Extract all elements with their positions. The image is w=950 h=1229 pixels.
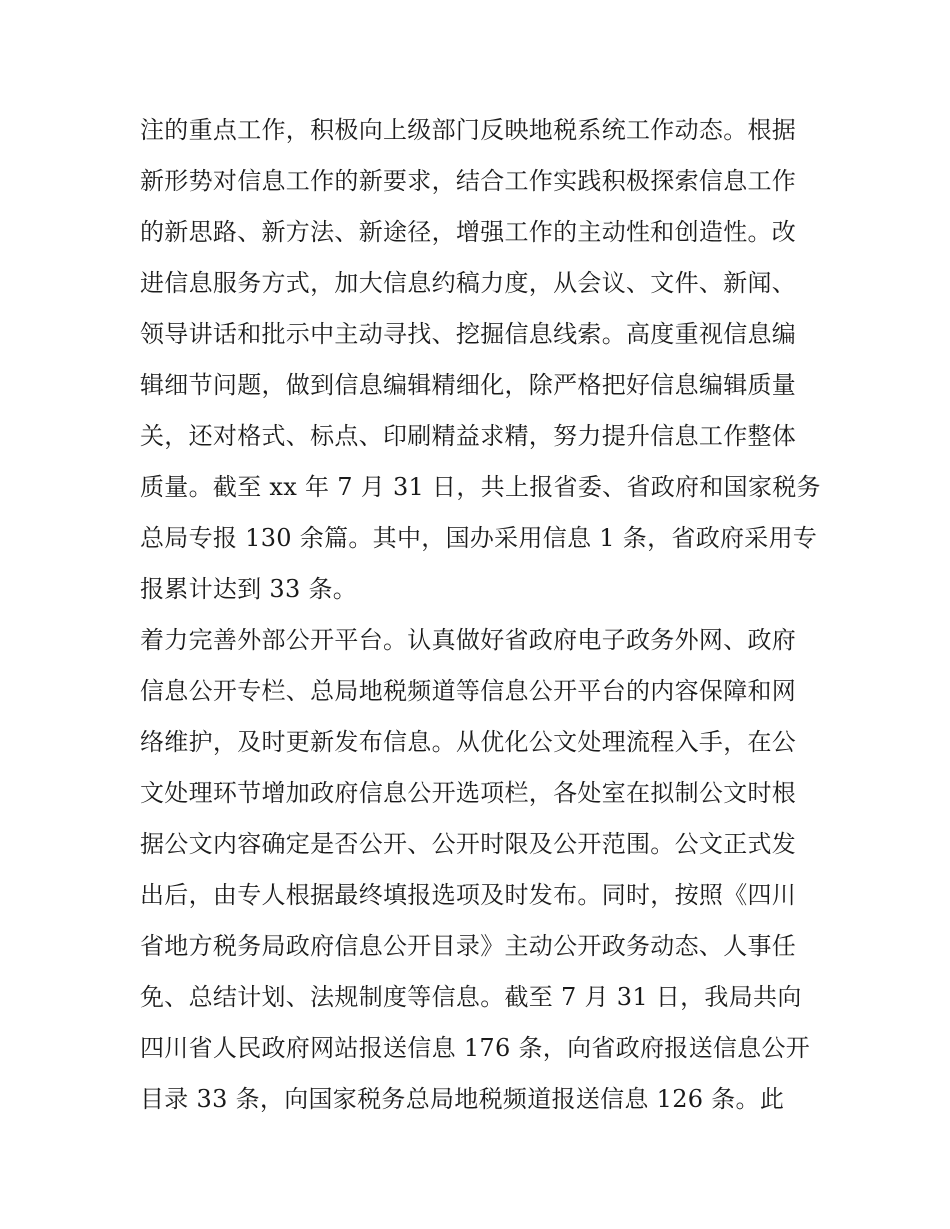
text-line: 信息公开专栏、总局地税频道等信息公开平台的内容保障和网 [140, 677, 797, 705]
text-line: 的新思路、新方法、新途径，增强工作的主动性和创造性。改 [140, 218, 797, 246]
text-line: 免、总结计划、法规制度等信息。截至 7 月 31 日，我局共向 [140, 983, 802, 1011]
text-line: 目录 33 条，向国家税务总局地税频道报送信息 126 条。此 [140, 1085, 785, 1113]
text-line: 省地方税务局政府信息公开目录》主动公开政务动态、人事任 [140, 932, 797, 960]
text-line: 总局专报 130 余篇。其中，国办采用信息 1 条，省政府采用专 [140, 524, 818, 552]
text-line: 四川省人民政府网站报送信息 176 条，向省政府报送信息公开 [140, 1034, 811, 1062]
body-text [140, 105, 820, 1125]
text-line: 据公文内容确定是否公开、公开时限及公开范围。公文正式发 [140, 830, 797, 858]
text-line: 质量。截至 xx 年 7 月 31 日，共上报省委、省政府和国家税务 [140, 473, 821, 501]
text-line: 领导讲话和批示中主动寻找、挖掘信息线索。高度重视信息编 [140, 320, 797, 348]
text-line: 注的重点工作，积极向上级部门反映地税系统工作动态。根据 [140, 116, 797, 144]
text-line: 关，还对格式、标点、印刷精益求精，努力提升信息工作整体 [140, 422, 797, 450]
text-line: 进信息服务方式，加大信息约稿力度，从会议、文件、新闻、 [140, 269, 797, 297]
text-line: 出后，由专人根据最终填报选项及时发布。同时，按照《四川 [140, 881, 797, 909]
text-line: 络维护，及时更新发布信息。从优化公文处理流程入手，在公 [140, 728, 797, 756]
text-line: 文处理环节增加政府信息公开选项栏，各处室在拟制公文时根 [140, 779, 797, 807]
text-line: 新形势对信息工作的新要求，结合工作实践积极探索信息工作 [140, 167, 797, 195]
text-line: 报累计达到 33 条。 [140, 575, 358, 603]
text-line: 着力完善外部公开平台。认真做好省政府电子政务外网、政府 [140, 626, 797, 654]
text-line: 辑细节问题，做到信息编辑精细化，除严格把好信息编辑质量 [140, 371, 797, 399]
